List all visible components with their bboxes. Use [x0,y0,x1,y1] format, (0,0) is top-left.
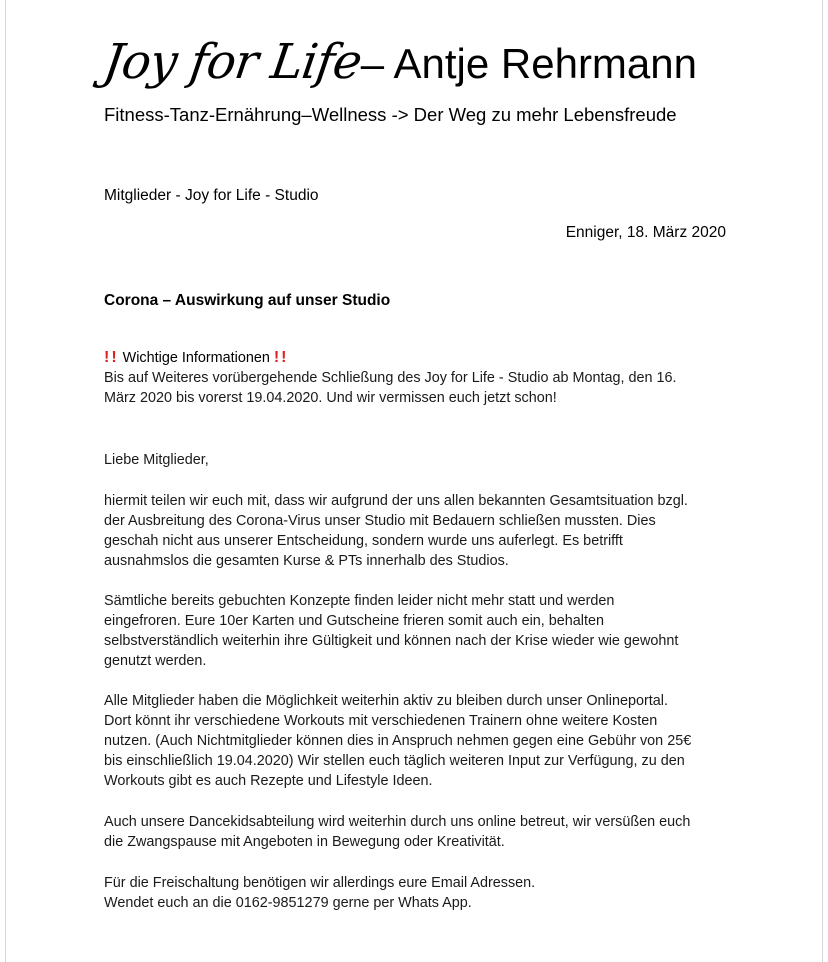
recipient-line: Mitglieder - Joy for Life - Studio [104,187,319,204]
subject-line: Corona – Auswirkung auf unser Studio [104,292,391,309]
owner-name: – Antje Rehrmann [360,40,697,87]
paragraph-line: ausnahmslos die gesamten Kurse & PTs innerhalb des Studios. [104,553,509,569]
paragraph-3 [104,691,744,791]
exclamation-icon-right: !! [273,349,289,366]
paragraph-line: Dort könnt ihr verschiedene Workouts mit verschiedenen Trainern ohne weitere Kosten [104,713,658,729]
page-edge-right [822,0,823,962]
letterhead [100,34,744,125]
notice-line: März 2020 bis vorerst 19.04.2020. Und wir vermissen euch jetzt schon! [104,390,557,406]
paragraph-2 [104,591,744,671]
page-edge-left [5,0,6,962]
paragraph-line: selbstverständlich weiterhin ihre Gültigkeit und können nach der Krise wieder wie gewohnt [104,633,679,649]
notice-title: Wichtige Informationen [122,350,270,366]
paragraph-line: die Zwangspause mit Angeboten in Bewegung oder Kreativität. [104,834,505,850]
brand-line [100,34,744,102]
script-logo: Joy for Life [100,34,365,90]
paragraph-5 [104,873,744,913]
paragraph-line: Sämtliche bereits gebuchten Konzepte finden leider nicht mehr statt und werden [104,593,615,609]
paragraph-line: Alle Mitglieder haben die Möglichkeit weiterhin aktiv zu bleiben durch unser Onlineportal. [104,693,668,709]
paragraph-line: nutzen. (Auch Nichtmitglieder können dies in Anspruch nehmen gegen eine Gebühr von 25€ [104,733,692,749]
paragraph-line: hiermit teilen wir euch mit, dass wir aufgrund der uns allen bekannten Gesamtsituation bzgl. [104,493,688,509]
date-line: Enniger, 18. März 2020 [565,224,726,241]
paragraph-line: genutzt werden. [104,653,207,669]
paragraph-line: Für die Freischaltung benötigen wir allerdings eure Email Adressen. [104,875,536,891]
notice-line: Bis auf Weiteres vorübergehende Schließung des Joy for Life - Studio ab Montag, den 16. [104,370,677,386]
paragraph-line: geschah nicht aus unserer Entscheidung, sondern wurde uns auferlegt. Es betrifft [104,533,623,549]
tagline: Fitness-Tanz-Ernährung–Wellness -> Der Weg zu mehr Lebensfreude [104,104,677,125]
notice-body [104,368,744,408]
notice-heading [104,348,289,368]
exclamation-icon-left: !! [104,349,119,366]
greeting [104,450,744,470]
paragraph-line: eingefroren. Eure 10er Karten und Gutscheine frieren somit auch ein, behalten [104,613,604,629]
paragraph-1 [104,491,744,571]
paragraph-line: bis einschließlich 19.04.2020) Wir stellen euch täglich weiteren Input zur Verfügung, zu den [104,753,685,769]
paragraph-line: Auch unsere Dancekidsabteilung wird weiterhin durch uns online betreut, wir versüßen euch [104,814,691,830]
paragraph-line: der Ausbreitung des Corona-Virus unser Studio mit Bedauern schließen mussten. Dies [104,513,656,529]
greeting-line: Liebe Mitglieder, [104,452,209,468]
paragraph-line: Wendet euch an die 0162-9851279 gerne per Whats App. [104,895,472,911]
paragraph-4 [104,812,744,852]
paragraph-line: Workouts gibt es auch Rezepte und Lifestyle Ideen. [104,773,433,789]
